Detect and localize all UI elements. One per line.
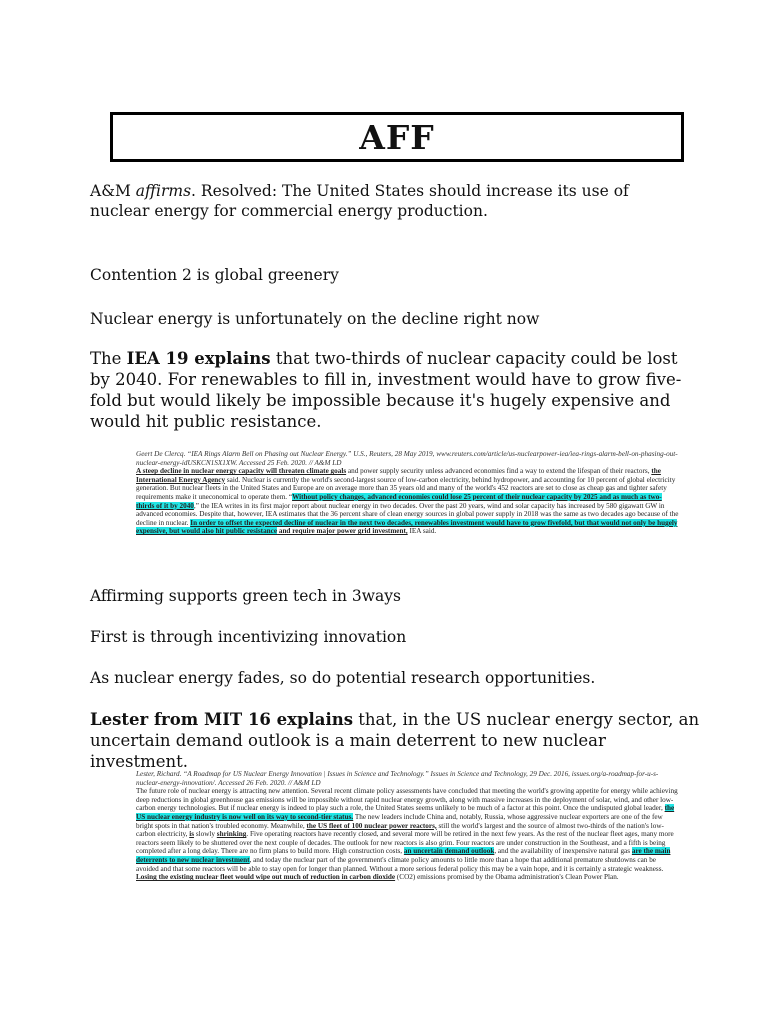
tag-iea-lead: The: [90, 349, 127, 368]
tag-lester-rest: that, in the US nuclear energy sector, an uncertain demand outlook is a main deterrent to new nuclear investment.: [90, 710, 700, 771]
card-lester-text-5: still the world's largest and the source of almost two-thirds of the nation's low-carbon electricity,: [136, 821, 664, 839]
card-lester-underline-4: the US fleet of 100 nuclear power reactors,: [306, 821, 437, 830]
card-iea: [136, 450, 680, 536]
card-lester-citation: Lester, Richard. “A Roadmap for US Nuclear Energy Innovation | Issues in Science and Technology.” Issues in Science and Technology, 29 Dec. 2016, issues.org/a-roadmap-for-u-s-nuclear-energy-innovation/. Accessed 26 Feb. 2020. // A&M LD: [136, 770, 659, 787]
card-iea-underline-1: A steep decline in nuclear energy capacity will threaten climate goals: [136, 467, 347, 476]
subpoint-innovation: First is through incentivizing innovation: [90, 628, 407, 646]
card-lester-text-15: (CO2) emissions promised by the Obama administration's Clean Power Plan.: [395, 873, 619, 882]
tag-iea-bold: IEA 19 explains: [126, 349, 271, 368]
contention-heading: Contention 2 is global greenery: [90, 266, 339, 284]
card-iea-text-2: and power supply security unless advanced economies find a way to extend the lifespan of their reactors,: [346, 467, 652, 476]
card-lester: [136, 770, 680, 882]
subpoint-green-tech: Affirming supports green tech in 3ways: [90, 587, 401, 605]
card-lester-highlight-10: an uncertain demand outlook: [403, 847, 495, 856]
card-iea-underline-3: the International Energy Agency: [136, 467, 661, 484]
tag-lester: [90, 709, 702, 772]
page-title: AFF: [359, 117, 435, 157]
card-lester-text-1: The future role of nuclear energy is attracting new attention. Several recent climate policy assessments have concluded that meeting the world's growing appetite for energy while achieving deep reductions in global greenhouse gas emissions will be impossible without rapid nuclear energy growth, along with massive increases in the deployment of solar, wind, and other low-carbon energy technologies. But if nuclear energy is indeed to play such a role, the United States seems unlikely to be much of a factor at this point. Once the undisputed global leader,: [136, 787, 678, 813]
card-lester-text-13: , and today the nuclear part of the government's climate policy amounts to little more than a hope that additional premature shutdowns can be avoided and that some reactors will be able to stay open for longer than planned. Without a more serious federal policy this may be a vain hope, and it is certainly a strategic weakness.: [136, 855, 664, 873]
card-lester-text-3: The new leaders include China and, notably, Russia, whose aggressive nuclear exporters are one of the few bright spots in that nation's troubled economy. Meanwhile,: [136, 812, 663, 830]
card-lester-underline-14: Losing the existing nuclear fleet would wipe out much of reduction in carbon dioxide: [136, 873, 396, 882]
card-lester-text-7: slowly: [194, 830, 217, 839]
subpoint-decline: Nuclear energy is unfortunately on the decline right now: [90, 310, 540, 328]
card-lester-highlight-12: are the main deterrents to new nuclear investment: [136, 847, 671, 864]
intro-rest: . Resolved: The United States should increase its use of nuclear energy for commercial energy production.: [90, 182, 629, 220]
card-iea-highlight-7: In order to offset the expected decline of nuclear in the next two decades, renewables investment would have to grow fivefold, but that would not only be hugely expensive, but would also hit public resistance: [136, 518, 678, 536]
card-lester-highlight-2: the US nuclear energy industry is now well on its way to second-tier status.: [136, 804, 675, 821]
card-iea-text-4: said. Nuclear is currently the world's second-largest source of low-carbon electricity, behind hydropower, and accounting for 10 percent of global electricity generation. But nuclear fleets in the United States and Europe are on average more than 35 years old and many of the world's 452 reactors are set to close as cheap gas and tighter safety requirements make it uneconomical to operate them. “: [136, 475, 676, 501]
intro-prefix: A&M: [90, 182, 136, 200]
title-box: [110, 112, 684, 162]
card-iea-citation: Geert De Clercq. “IEA Rings Alarm Bell on Phasing out Nuclear Energy.” U.S., Reuters, 28 May 2019, www.reuters.com/article/us-nuclearpower-iea/iea-rings-alarm-bell-on-phasing-out-nuclear-energy-idUSKCN1SX1XW. Accessed 25 Feb. 2020. // A&M LD: [136, 450, 678, 467]
tag-iea: [90, 348, 702, 432]
card-lester-underline-6: is: [189, 830, 195, 839]
card-iea-text-6: ,” the IEA writes in its first major report about nuclear energy in two decades. Over the past 20 years, wind and solar capacity has increased by 580 gigawatt GW in advanced economies. Despite that, however, IEA estimates that the 36 percent share of clean energy sources in global power supply in 2018 was the same as two decades ago because of the decline in nuclear.: [136, 501, 679, 527]
subpoint-research: As nuclear energy fades, so do potential research opportunities.: [90, 669, 596, 687]
card-lester-underline-8: shrinking: [216, 830, 247, 839]
tag-iea-rest: that two-thirds of nuclear capacity could be lost by 2040. For renewables to fill in, investment would have to grow five-fold but would likely be impossible because it's hugely expensive and would hit public resistance.: [90, 349, 682, 431]
intro-paragraph: [90, 181, 690, 221]
intro-verb: affirms: [135, 182, 192, 200]
tag-lester-bold: Lester from MIT 16 explains: [90, 710, 354, 729]
card-iea-underline-8: and require major power grid investment,: [277, 527, 408, 536]
card-iea-text-9: IEA said.: [407, 527, 437, 536]
card-lester-text-9: . Five operating reactors have recently closed, and several more will be retired in the next few years. As the rest of the nuclear fleet ages, many more reactors seem likely to be shuttered over the next couple of decades. The outlook for new reactors is also grim. Four reactors are under construction in the Southeast, and a fifth is being completed after a long delay. There are no firm plans to build more. High construction costs,: [136, 830, 674, 856]
card-iea-highlight-5: Without policy changes, advanced economies could lose 25 percent of their nuclear capacity by 2025 and as much as two-thirds of it by 2040: [136, 492, 662, 510]
card-lester-text-11: , and the availability of inexpensive natural gas: [494, 847, 632, 856]
